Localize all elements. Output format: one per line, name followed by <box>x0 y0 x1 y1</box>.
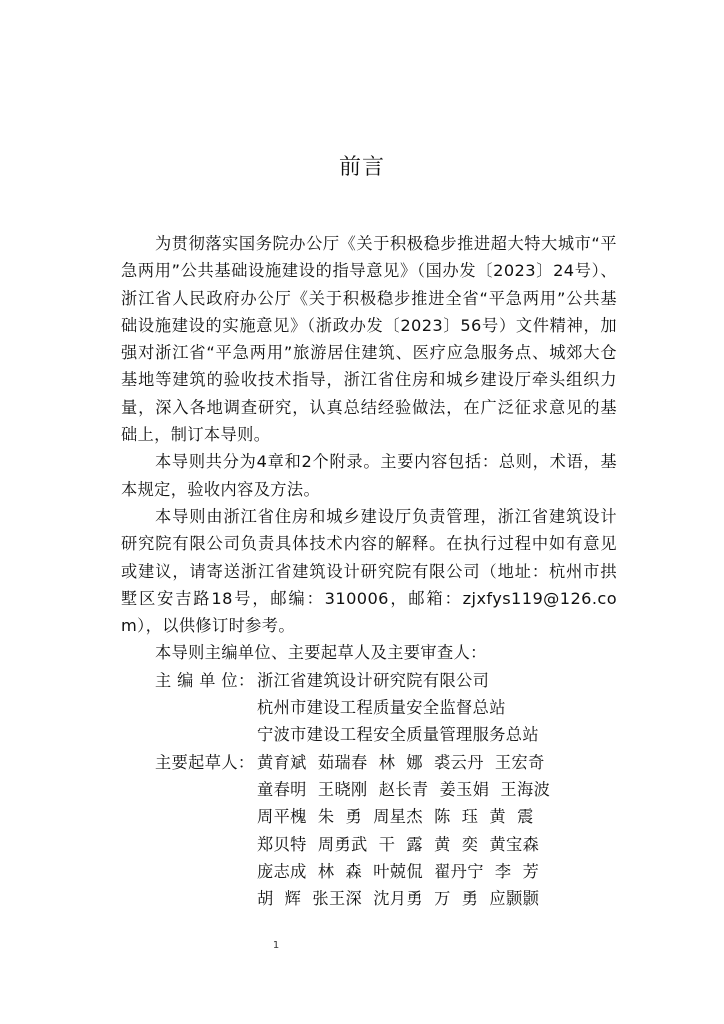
drafters-row: 郑贝特 周勇武 干 露 黄 奕 黄宝森 <box>257 834 540 854</box>
page-title: 前言 <box>338 155 385 180</box>
editor-units-label: 主 编 单 位： <box>155 670 255 690</box>
page-number: 1 <box>272 940 280 951</box>
editor-unit-item: 宁波市建设工程安全质量管理服务总站 <box>257 725 539 745</box>
drafters-list <box>257 749 550 913</box>
document-body <box>121 230 617 912</box>
drafters-row: 胡 辉 张王深 沈月勇 万 勇 应颢颢 <box>257 889 540 909</box>
drafters-row: 周平槐 朱 勇 周星杰 陈 珏 黄 震 <box>257 807 534 827</box>
drafters-label: 主要起草人： <box>155 752 255 772</box>
drafters-row: 黄育斌 茹瑞春 林 娜 裘云丹 王宏奇 <box>257 752 545 772</box>
paragraph-structure: 本导则共分为4章和2个附录。主要内容包括：总则，术语，基本规定，验收内容及方法。 <box>121 452 617 499</box>
editor-unit-item: 杭州市建设工程质量安全监督总站 <box>257 698 506 718</box>
drafters-section <box>121 749 617 913</box>
paragraph-purpose: 为贯彻落实国务院办公厅《关于积极稳步推进超大特大城市“平急两用”公共基础设施建设的指导意见》（国办发〔2023〕24号）、浙江省人民政府办公厅《关于积极稳步推进全省“平急两用”公共基础设施建设的实施意见》（浙政办发〔2023〕56号）文件精神，加强对浙江省“平急两用”旅游居住建筑、医疗应急服务点、城郊大仓基地等建筑的验收技术指导，浙江省住房和城乡建设厅牵头组织力量，深入各地调查研究，认真总结经验做法，在广泛征求意见的基础上，制订本导则。 <box>121 234 617 445</box>
editor-unit-item: 浙江省建筑设计研究院有限公司 <box>257 670 490 690</box>
paragraph-management: 本导则由浙江省住房和城乡建设厅负责管理，浙江省建筑设计研究院有限公司负责具体技术内容的解释。在执行过程中如有意见或建议，请寄送浙江省建筑设计研究院有限公司（地址：杭州市拱墅区安吉路18号，邮编：310006，邮箱：zjxfys119@126.com），以供修订时参考。 <box>121 506 617 636</box>
paragraph-editors-intro: 本导则主编单位、主要起草人及主要审查人： <box>155 643 487 663</box>
drafters-row: 庞志成 林 森 叶兢侃 翟丹宁 李 芳 <box>257 861 540 881</box>
editor-units-section <box>121 667 617 749</box>
drafters-row: 童春明 王晓刚 赵长青 姜玉娟 王海波 <box>257 779 551 799</box>
editor-units-list <box>257 667 539 749</box>
